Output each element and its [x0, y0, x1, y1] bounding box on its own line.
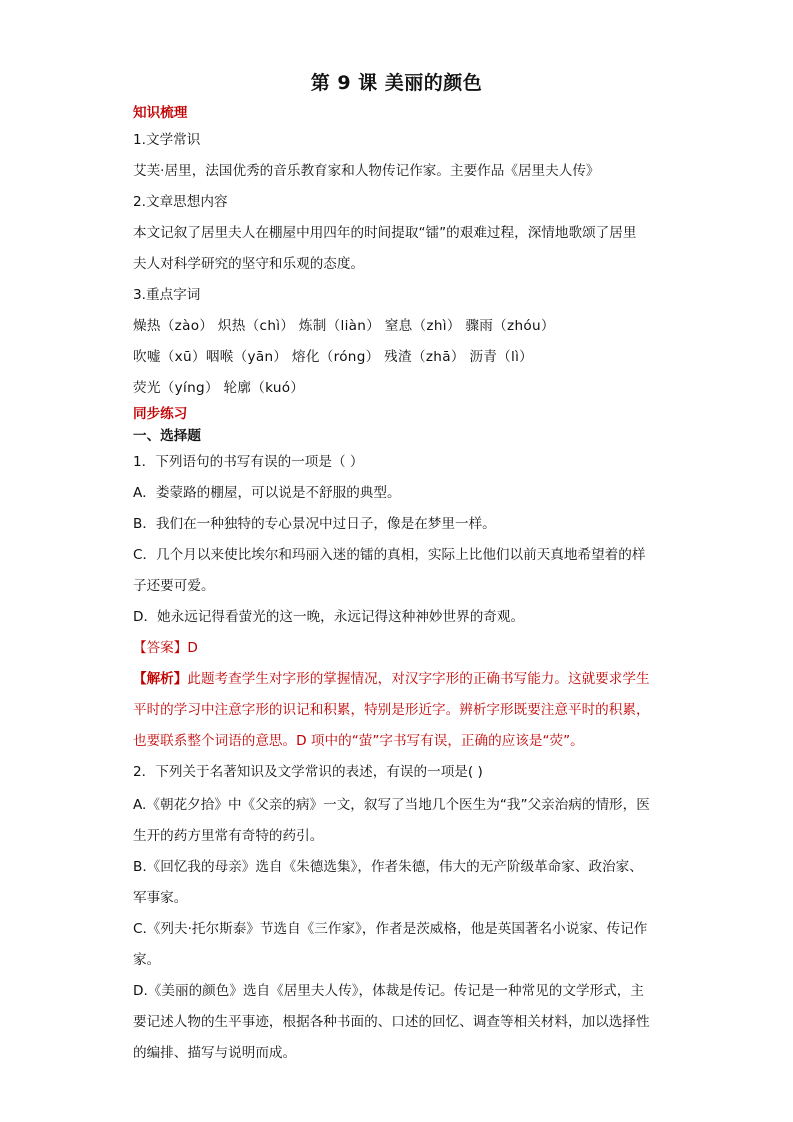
analysis-label: 【解析】: [133, 671, 188, 687]
page-title: 第 9 课 美丽的颜色: [310, 72, 483, 94]
knowledge-heading-1: 1.文学常识: [133, 132, 201, 148]
q1-stem: 1．下列语句的书写有误的一项是（ ）: [133, 454, 364, 470]
section-heading-practice: 同步练习: [133, 406, 188, 422]
q2-option-a-line1: A.《朝花夕拾》中《父亲的病》一文，叙写了当地几个医生为“我”父亲治病的情形，医: [133, 797, 650, 813]
section-heading-knowledge: 知识梳理: [133, 105, 188, 121]
knowledge-text-2-line2: 夫人对科学研究的坚守和乐观的态度。: [133, 256, 365, 272]
knowledge-heading-3: 3.重点字词: [133, 287, 201, 303]
knowledge-text-1: 艾芙·居里，法国优秀的音乐教育家和人物传记作家。主要作品《居里夫人传》: [133, 163, 600, 179]
q1-analysis-line2: 平时的学习中注意字形的识记和积累，特别是形近字。辨析字形既要注意平时的积累，: [133, 702, 650, 718]
q1-option-c-line1: C．几个月以来使比埃尔和玛丽入迷的镭的真相，实际上比他们以前天真地希望着的样: [133, 547, 646, 563]
q1-option-b: B．我们在一种独特的专心景况中过日子，像是在梦里一样。: [133, 516, 496, 532]
section-heading-choice: 一、选择题: [133, 428, 201, 444]
knowledge-heading-2: 2.文章思想内容: [133, 194, 228, 210]
q2-option-d-line3: 的编排、描写与说明而成。: [133, 1045, 297, 1061]
q1-analysis-line1: [133, 670, 663, 688]
q1-option-c-line2: 子还要可爱。: [133, 578, 215, 594]
q1-option-a: A．娄蒙路的棚屋，可以说是不舒服的典型。: [133, 485, 401, 501]
q2-option-a-line2: 生开的药方里常有奇特的药引。: [133, 828, 324, 844]
q2-option-d-line2: 要记述人物的生平事迹，根据各种书面的、口述的回忆、调查等相关材料，加以选择性: [133, 1014, 650, 1030]
q2-option-c-line2: 家。: [133, 952, 161, 968]
q2-option-d-line1: D.《美丽的颜色》选自《居里夫人传》，体裁是传记。传记是一种常见的文学形式，主: [133, 983, 644, 999]
q2-stem: 2．下列关于名著知识及文学常识的表述，有误的一项是( ): [133, 764, 483, 780]
q2-option-b-line2: 军事家。: [133, 890, 188, 906]
q2-option-b-line1: B.《回忆我的母亲》选自《朱德选集》，作者朱德，伟大的无产阶级革命家、政治家、: [133, 859, 643, 875]
q2-option-c-line1: C.《列夫·托尔斯泰》节选自《三作家》，作者是茨威格，他是英国著名小说家、传记作: [133, 921, 648, 937]
words-line-3: 荧光（yíng） 轮廓（kuó）: [133, 380, 305, 396]
q1-analysis-line3: 也要联系整个词语的意思。D 项中的“萤”字书写有误，正确的应该是“荧”。: [133, 733, 584, 749]
q1-answer: 【答案】D: [133, 640, 198, 656]
analysis-text: 此题考查学生对字形的掌握情况，对汉字字形的正确书写能力。这就要求学生: [187, 671, 650, 687]
q1-option-d: D．她永远记得看萤光的这一晚，永远记得这种神妙世界的奇观。: [133, 609, 525, 625]
words-line-2: 吹嘘（xū）咽喉（yān） 熔化（róng） 残渣（zhā） 沥青（lì）: [133, 349, 534, 365]
words-line-1: 燥热（zào） 炽热（chì） 炼制（liàn） 窒息（zhì） 骤雨（zhóu）: [133, 318, 555, 334]
knowledge-text-2-line1: 本文记叙了居里夫人在棚屋中用四年的时间提取“镭”的艰难过程，深情地歌颂了居里: [133, 225, 637, 241]
